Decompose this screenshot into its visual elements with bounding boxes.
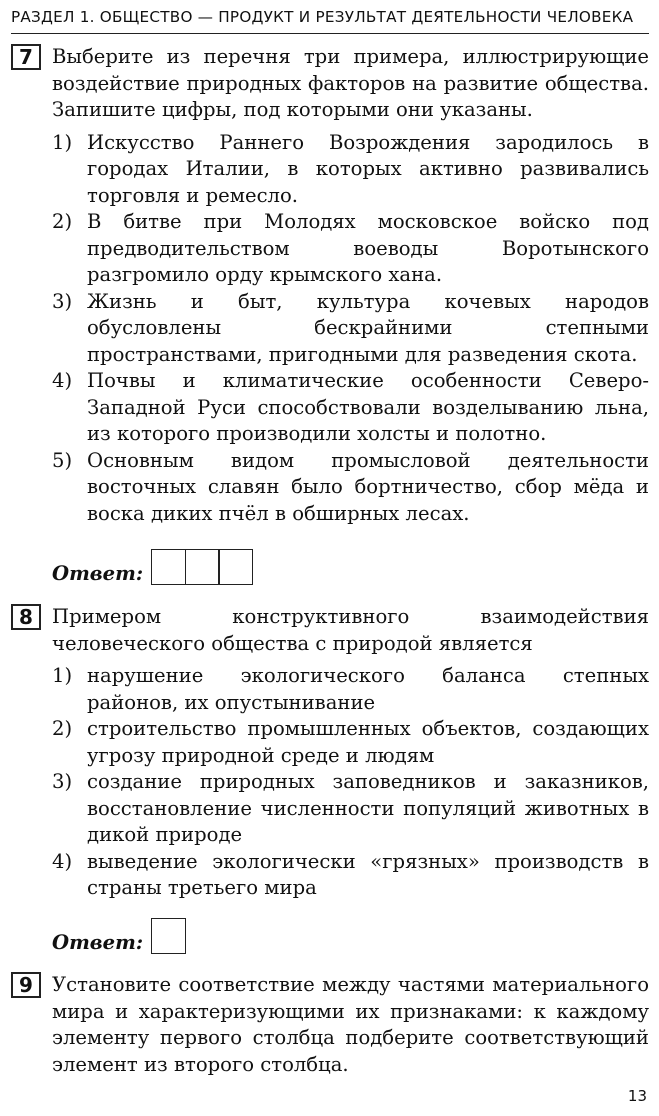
answer-cell[interactable]	[151, 918, 186, 954]
option-text: создание природных заповедников и заказников, восстановление численности популяций животных в дикой природе	[87, 770, 649, 846]
answer-boxes	[151, 549, 253, 585]
option-item	[11, 289, 649, 369]
option-number: 1)	[52, 664, 73, 687]
option-text: строительство промышленных объектов, создающих угрозу природной среде и людям	[87, 717, 649, 767]
answer-label: Ответ:	[52, 562, 144, 585]
option-number: 5)	[52, 448, 73, 472]
option-item	[11, 663, 649, 716]
section-header: РАЗДЕЛ 1. ОБЩЕСТВО — ПРОДУКТ И РЕЗУЛЬТАТ ДЕЯТЕЛЬНОСТИ ЧЕЛОВЕКА	[11, 6, 649, 34]
option-item	[11, 849, 649, 902]
task-8	[11, 604, 649, 902]
task-7	[11, 44, 649, 527]
option-text: Почвы и климатические особенности Северо-Западной Руси способствовали возделыванию льна, из которого производили холсты и полотно.	[87, 369, 649, 445]
answer-row-task-7	[52, 549, 253, 585]
task-number-badge: 9	[11, 972, 41, 998]
option-number: 4)	[52, 369, 73, 392]
option-text: Жизнь и быт, культура кочевых народов обусловлены бескрайними степными пространствами, пригодными для разведения скота.	[87, 289, 649, 366]
option-item	[11, 368, 649, 448]
task-9	[11, 972, 649, 1078]
answer-row-task-8	[52, 918, 186, 954]
option-text: Искусство Раннего Возрождения зародилось в городах Италии, в которых активно развивались торговля и ремесло.	[87, 130, 649, 207]
task-number-badge: 7	[11, 44, 41, 70]
option-item	[11, 209, 649, 289]
option-number: 3)	[52, 289, 73, 313]
answer-cell[interactable]	[151, 549, 186, 585]
answer-options	[11, 130, 649, 528]
option-item	[11, 716, 649, 769]
answer-boxes	[151, 918, 186, 954]
option-number: 2)	[52, 210, 73, 233]
option-item	[11, 448, 649, 528]
answer-label: Ответ:	[52, 931, 144, 954]
option-number: 3)	[52, 770, 73, 793]
option-item	[11, 769, 649, 849]
answer-cell[interactable]	[185, 549, 220, 585]
option-text: В битве при Молодях московское войско под предводительством воеводы Воротынского разгромило орду крымского хана.	[87, 210, 649, 286]
option-number: 4)	[52, 849, 73, 873]
answer-options	[11, 663, 649, 902]
answer-cell[interactable]	[218, 549, 253, 585]
option-text: выведение экологически «грязных» производств в страны третьего мира	[87, 849, 649, 899]
task-question: Выберите из перечня три примера, иллюстрирующие воздействие природных факторов на развитие общества. Запишите цифры, под которыми они указаны.	[52, 45, 649, 121]
option-number: 1)	[52, 130, 73, 154]
option-text: Основным видом промысловой деятельности восточных славян было бортничество, сбор мёда и воска диких пчёл в обширных лесах.	[87, 448, 649, 525]
task-number-badge: 8	[11, 604, 41, 630]
task-question: Установите соответствие между частями материального мира и характеризующими их признаками: к каждому элементу первого столбца подберите соответствующий элемент из второго столбца.	[52, 973, 649, 1076]
option-text: нарушение экологического баланса степных районов, их опустынивание	[87, 664, 649, 714]
task-question: Примером конструктивного взаимодействия человеческого общества с природой является	[52, 605, 649, 655]
option-number: 2)	[52, 717, 73, 740]
option-item	[11, 130, 649, 210]
page-number: 13	[627, 1087, 647, 1105]
